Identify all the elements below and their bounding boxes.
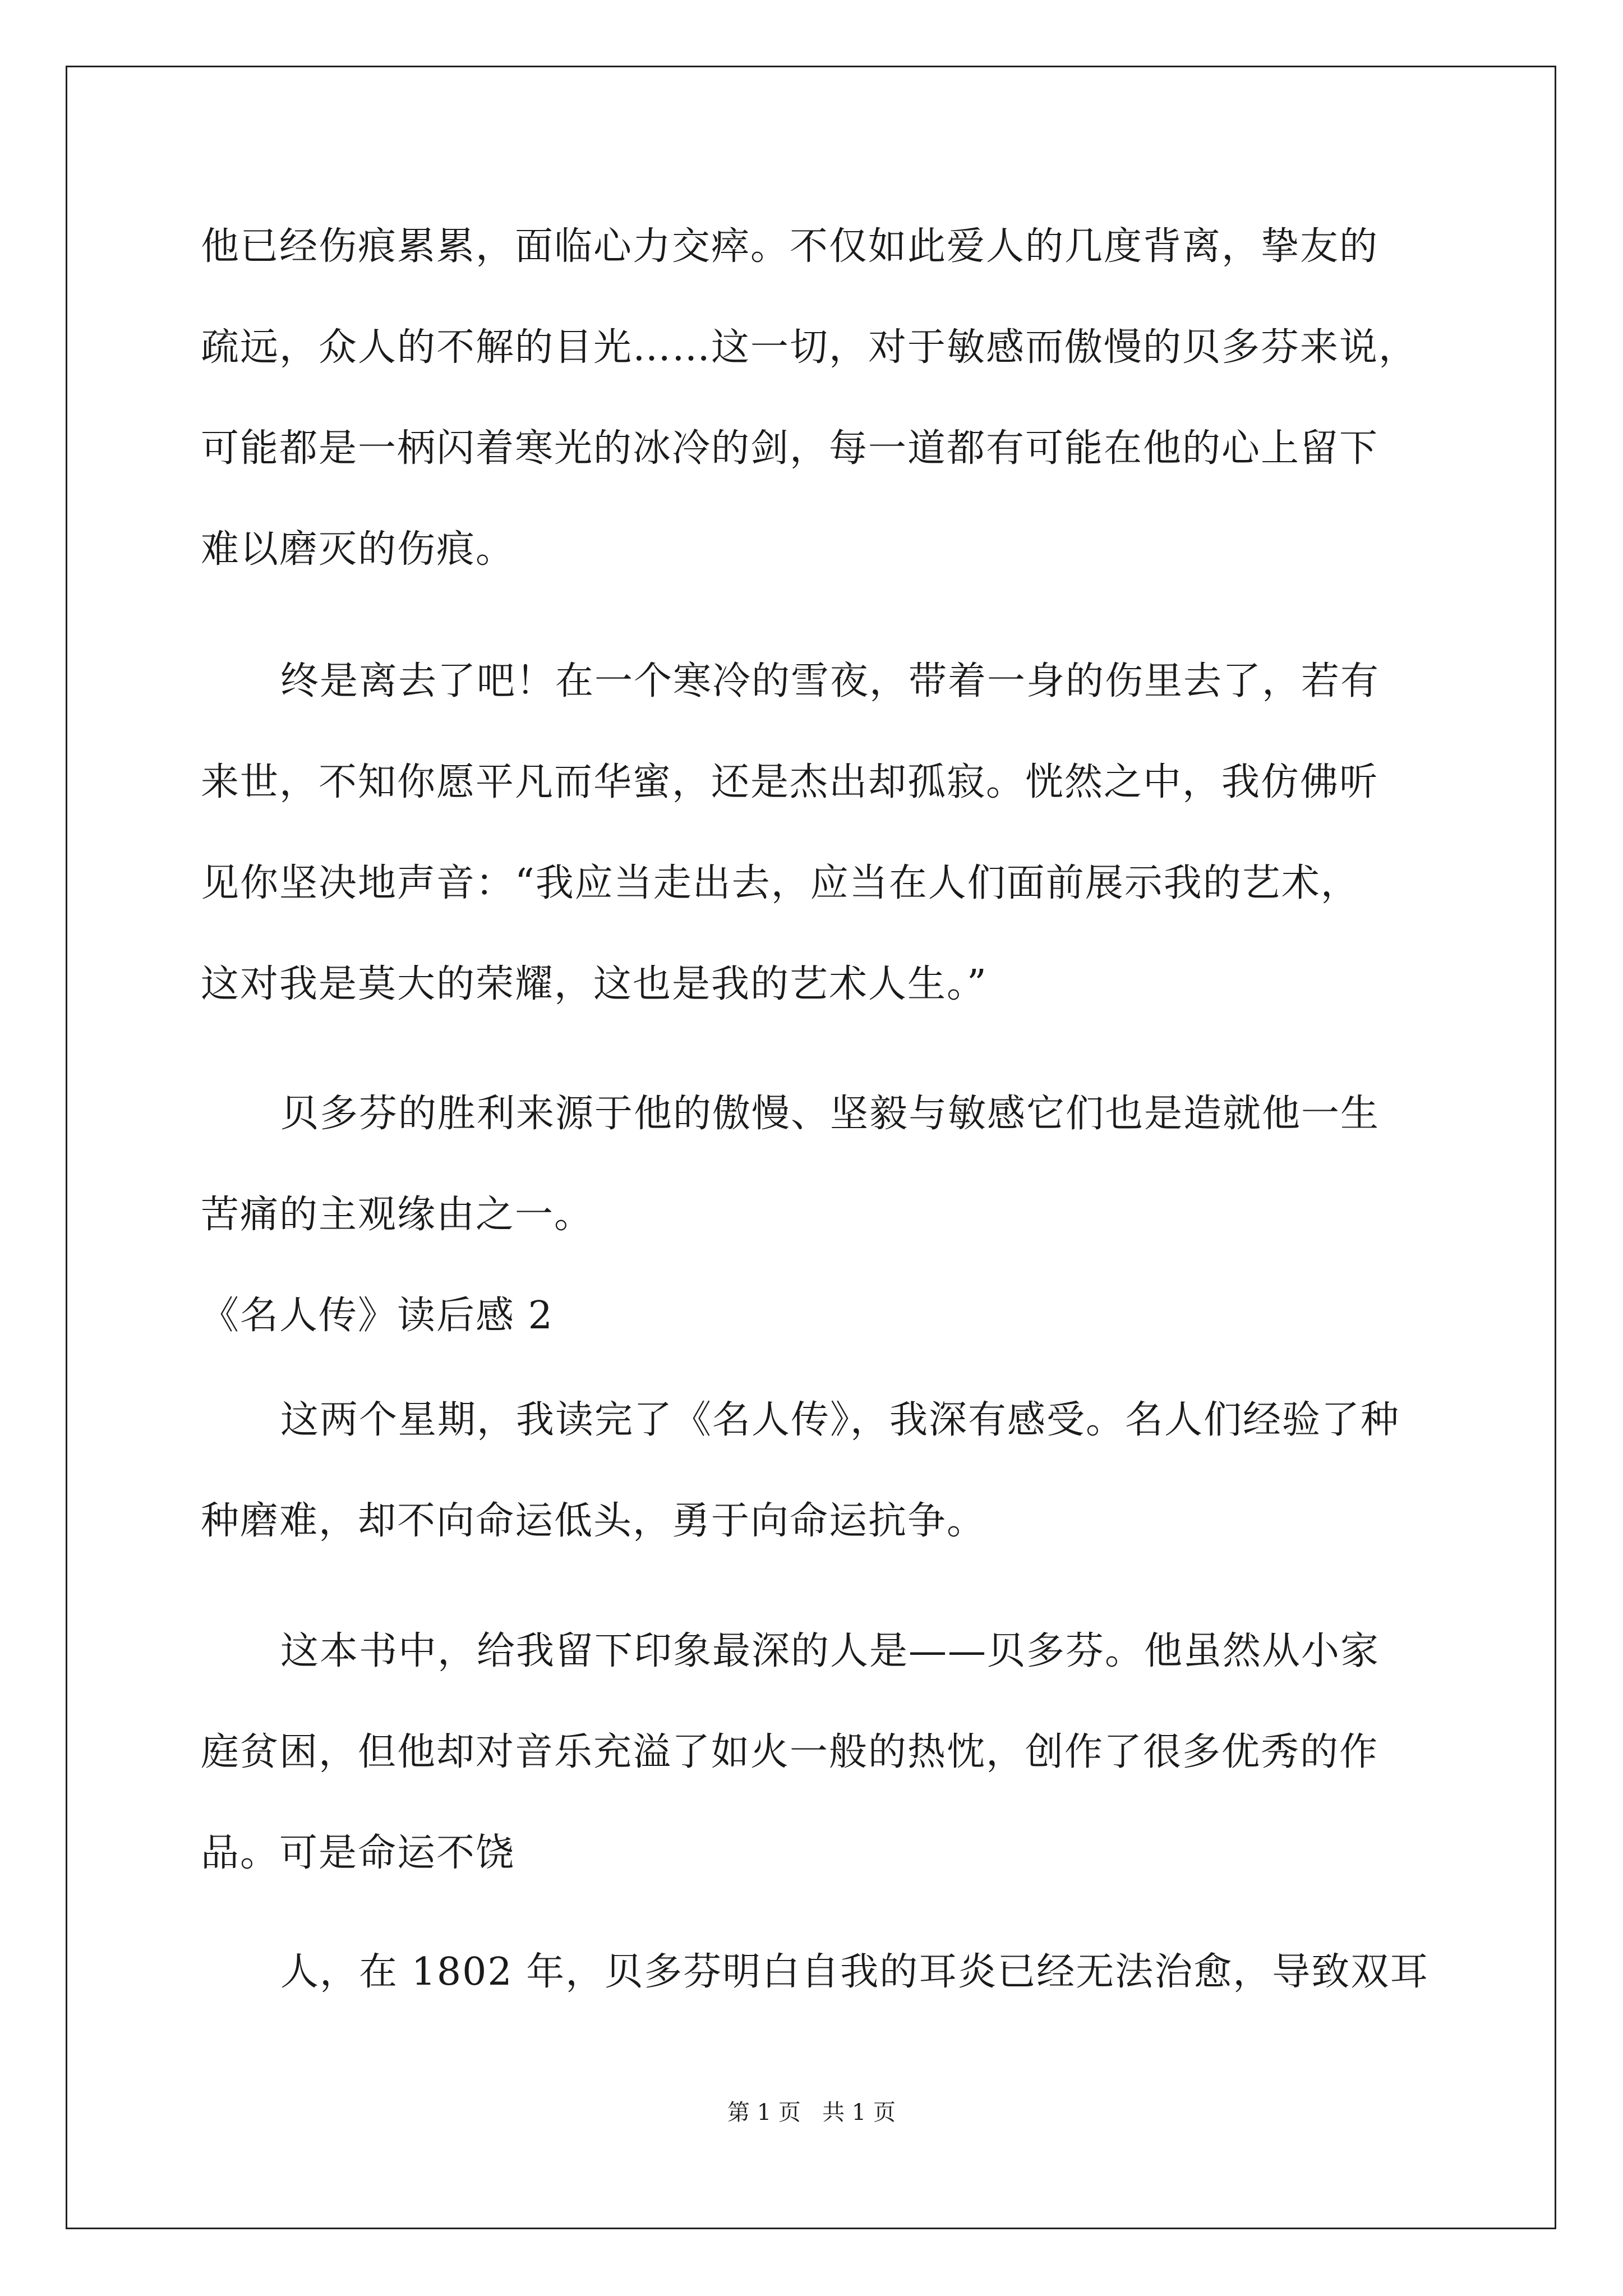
text-line-2: 疏远，众人的不解的目光……这一切，对于敏感而傲慢的贝多芬来说， — [201, 325, 1418, 370]
text-line-5: 终是离去了吧！在一个寒冷的雪夜，带着一身的伤里去了，若有 — [280, 659, 1380, 703]
text-line-12: 种磨难，却不向命运低头，勇于向命运抗争。 — [201, 1499, 986, 1543]
text-line-7: 见你坚决地声音：“我应当走出去，应当在人们面前展示我的艺术， — [201, 861, 1360, 905]
section-heading: 《名人传》读后感 2 — [201, 1294, 554, 1338]
text-line-6: 来世，不知你愿平凡而华蜜，还是杰出却孤寂。恍然之中，我仿佛听 — [201, 760, 1379, 804]
page-border — [66, 66, 1556, 2229]
text-line-9: 贝多芬的胜利来源于他的傲慢、坚毅与敏感它们也是造就他一生 — [280, 1092, 1380, 1136]
text-line-15: 品。可是命运不饶 — [201, 1831, 515, 1875]
text-line-11: 这两个星期，我读完了《名人传》，我深有感受。名人们经验了种 — [280, 1398, 1400, 1442]
text-line-16: 人，在 1802 年，贝多芬明白自我的耳炎已经无法治愈，导致双耳 — [280, 1950, 1430, 1994]
text-line-13: 这本书中，给我留下印象最深的人是——贝多芬。他虽然从小家 — [280, 1629, 1380, 1673]
text-line-3: 可能都是一柄闪着寒光的冰冷的剑，每一道都有可能在他的心上留下 — [201, 426, 1379, 471]
text-line-10: 苦痛的主观缘由之一。 — [201, 1193, 594, 1237]
text-line-14: 庭贫困，但他却对音乐充溢了如火一般的热忱，创作了很多优秀的作 — [201, 1730, 1379, 1774]
text-line-8: 这对我是莫大的荣耀，这也是我的艺术人生。” — [201, 962, 988, 1006]
page-footer: 第 1 页 共 1 页 — [727, 2100, 896, 2125]
text-line-4: 难以磨灭的伤痕。 — [201, 527, 515, 572]
text-line-1: 他已经伤痕累累，面临心力交瘁。不仅如此爱人的几度背离，挚友的 — [201, 224, 1379, 269]
